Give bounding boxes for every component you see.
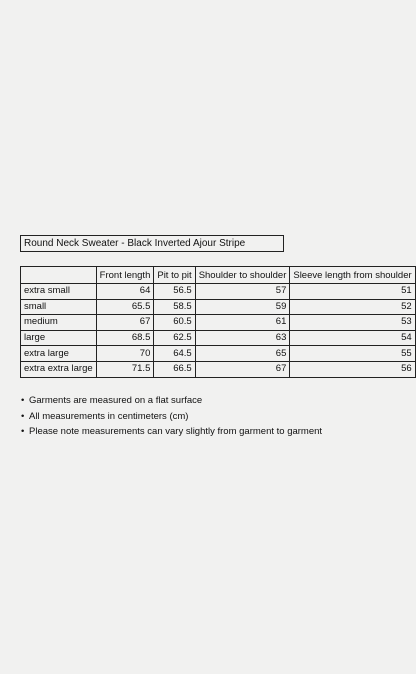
note-text: All measurements in centimeters (cm) bbox=[29, 410, 189, 422]
bullet-icon: • bbox=[21, 410, 25, 422]
note-text: Please note measurements can vary slightly from garment to garment bbox=[29, 426, 323, 437]
pit-to-pit-value: 60.5 bbox=[154, 315, 195, 331]
table-row bbox=[21, 315, 416, 331]
pit-to-pit-value: 58.5 bbox=[154, 299, 195, 315]
table-row bbox=[21, 361, 416, 377]
shoulder-value: 63 bbox=[195, 330, 290, 346]
bullet-icon: • bbox=[21, 395, 25, 406]
table-row bbox=[21, 346, 416, 362]
sleeve-value: 52 bbox=[290, 299, 415, 315]
table-row bbox=[21, 284, 416, 300]
size-label: medium bbox=[21, 315, 97, 331]
front-length-value: 67 bbox=[96, 315, 154, 331]
header-size bbox=[21, 267, 97, 284]
table-header-row bbox=[21, 267, 416, 284]
sleeve-value: 56 bbox=[290, 361, 415, 377]
size-label: extra large bbox=[21, 346, 97, 362]
size-label: extra small bbox=[21, 284, 97, 300]
table-row bbox=[21, 299, 416, 315]
header-front-length: Front length bbox=[96, 267, 154, 284]
shoulder-value: 57 bbox=[195, 284, 290, 300]
note-item bbox=[21, 393, 322, 409]
header-sleeve-length: Sleeve length from shoulder bbox=[290, 267, 415, 284]
sleeve-value: 53 bbox=[290, 315, 415, 331]
front-length-value: 70 bbox=[96, 346, 154, 362]
pit-to-pit-value: 64.5 bbox=[154, 346, 195, 362]
pit-to-pit-value: 62.5 bbox=[154, 330, 195, 346]
shoulder-value: 65 bbox=[195, 346, 290, 362]
front-length-value: 71.5 bbox=[96, 361, 154, 377]
sleeve-value: 55 bbox=[290, 346, 415, 362]
shoulder-value: 67 bbox=[195, 361, 290, 377]
table-row bbox=[21, 330, 416, 346]
size-label: large bbox=[21, 330, 97, 346]
product-title: Round Neck Sweater - Black Inverted Ajour Stripe bbox=[20, 235, 284, 252]
note-text: Garments are measured on a flat surface bbox=[29, 395, 203, 406]
sleeve-value: 51 bbox=[290, 284, 415, 300]
pit-to-pit-value: 66.5 bbox=[154, 361, 195, 377]
front-length-value: 68.5 bbox=[96, 330, 154, 346]
pit-to-pit-value: 56.5 bbox=[154, 284, 195, 300]
shoulder-value: 59 bbox=[195, 299, 290, 315]
front-length-value: 64 bbox=[96, 284, 154, 300]
front-length-value: 65.5 bbox=[96, 299, 154, 315]
note-item bbox=[21, 409, 322, 425]
bullet-icon: • bbox=[21, 426, 25, 437]
header-shoulder-to-shoulder: Shoulder to shoulder bbox=[195, 267, 290, 284]
size-label: extra extra large bbox=[21, 361, 97, 377]
sleeve-value: 54 bbox=[290, 330, 415, 346]
measurement-notes bbox=[21, 393, 322, 440]
size-label: small bbox=[21, 299, 97, 315]
header-pit-to-pit: Pit to pit bbox=[154, 267, 195, 284]
size-chart-table bbox=[20, 266, 416, 378]
note-item bbox=[21, 424, 322, 440]
shoulder-value: 61 bbox=[195, 315, 290, 331]
